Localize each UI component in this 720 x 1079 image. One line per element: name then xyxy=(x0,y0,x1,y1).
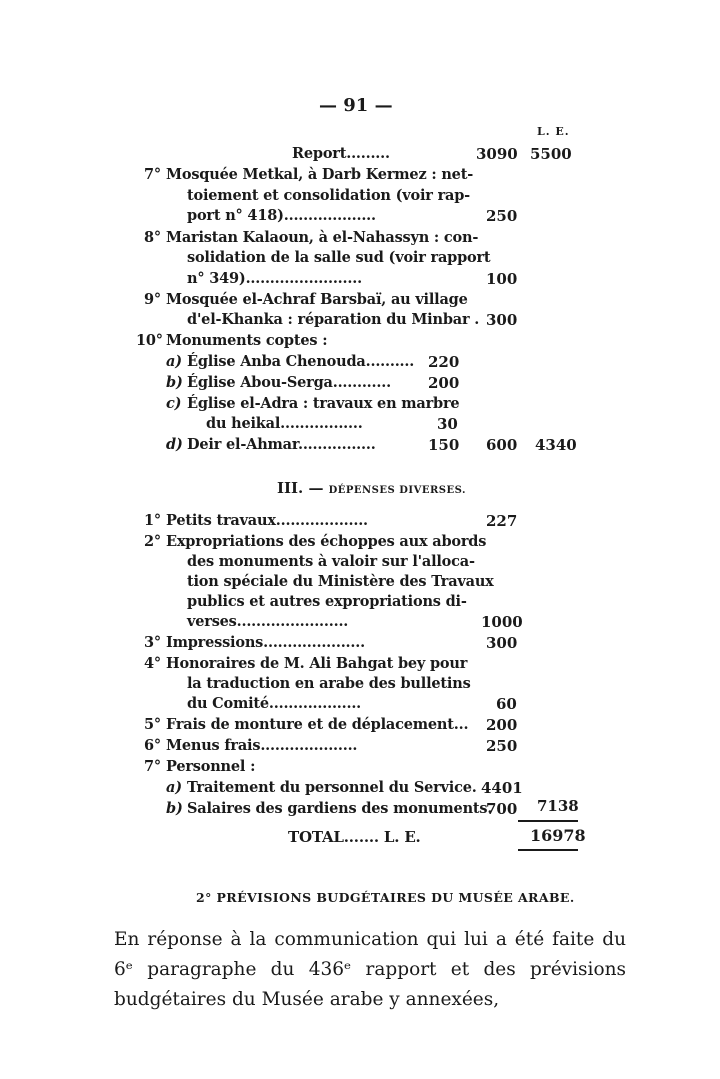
total-rule-bottom xyxy=(518,849,578,851)
total-value: 7138 xyxy=(537,797,579,815)
item-marker: 10° xyxy=(136,332,163,349)
total-rule-top xyxy=(518,820,578,822)
sub-line: Salaires des gardiens des monuments. xyxy=(187,800,493,817)
item-marker: 6° xyxy=(144,737,161,754)
item-value: 227 xyxy=(486,512,518,530)
item-marker: 2° xyxy=(144,533,161,550)
item-line: Honoraires de M. Ali Bahgat bey pour xyxy=(166,655,468,672)
section-heading xyxy=(277,478,466,497)
item-marker: 5° xyxy=(144,716,161,733)
report-label: Report......... xyxy=(292,145,390,162)
report-value-2: 5500 xyxy=(530,145,572,163)
item-marker: 3° xyxy=(144,634,161,651)
report-value-1: 3090 xyxy=(476,145,518,163)
item-line: port n° 418)................... xyxy=(187,207,376,224)
sub-line: Église Abou-Serga............ xyxy=(187,374,391,391)
item-line: la traduction en arabe des bulletins xyxy=(187,675,471,692)
section-title: DÉPENSES DIVERSES. xyxy=(328,485,466,496)
item-value: 1000 xyxy=(481,613,523,631)
sub-value: 200 xyxy=(428,374,460,392)
item-value: 250 xyxy=(486,207,518,225)
sub-marker: d) xyxy=(166,436,183,453)
subtotal-value: 600 xyxy=(486,436,518,454)
item-line: Monuments coptes : xyxy=(166,332,328,349)
sub-marker: a) xyxy=(166,779,182,796)
item-line: des monuments à valoir sur l'alloca- xyxy=(187,553,475,570)
grand-total-value: 16978 xyxy=(530,826,586,845)
sub-line: Église el-Adra : travaux en marbre xyxy=(187,395,460,412)
sub-line: Église Anba Chenouda.......... xyxy=(187,353,415,370)
item-line: verses....................... xyxy=(187,613,349,630)
sub-marker: a) xyxy=(166,353,182,370)
sub-value: 150 xyxy=(428,436,460,454)
item-value: 300 xyxy=(486,634,518,652)
sub-value: 220 xyxy=(428,353,460,371)
page-number: — 91 — xyxy=(319,95,393,116)
item-line: Frais de monture et de déplacement... xyxy=(166,716,469,733)
item-marker: 7° xyxy=(144,758,161,775)
item-line: solidation de la salle sud (voir rapport xyxy=(187,249,491,266)
sub-line: Deir el-Ahmar................ xyxy=(187,436,376,453)
item-line: toiement et consolidation (voir rap- xyxy=(187,187,470,204)
sub-line: du heikal................. xyxy=(206,415,363,432)
item-line: Maristan Kalaoun, à el-Nahassyn : con- xyxy=(166,229,479,246)
item-line: Mosquée el-Achraf Barsbaï, au village xyxy=(166,291,468,308)
item-line: publics et autres expropriations di- xyxy=(187,593,467,610)
item-marker: 7° xyxy=(144,166,161,183)
currency-header: L. E. xyxy=(537,125,570,138)
sub-value: 30 xyxy=(437,415,458,433)
item-line: Personnel : xyxy=(166,758,256,775)
item-value: 250 xyxy=(486,737,518,755)
item-marker: 9° xyxy=(144,291,161,308)
sub-marker: b) xyxy=(166,800,183,817)
sub-value: 4401 xyxy=(481,779,523,797)
item-line: d'el-Khanka : réparation du Minbar . xyxy=(187,311,480,328)
sub-value: 700 xyxy=(486,800,518,818)
item-line: Expropriations des échoppes aux abords xyxy=(166,533,487,550)
section-numeral: III. — xyxy=(277,479,324,497)
item-value: 60 xyxy=(496,695,517,713)
item-marker: 4° xyxy=(144,655,161,672)
sub-marker: c) xyxy=(166,395,182,412)
item-line: n° 349)........................ xyxy=(187,270,362,287)
closing-paragraph: En réponse à la communication qui lui a été faite du 6ᵉ paragraphe du 436ᵉ rapport et des prévisions budgétaires du Musée arabe y annexées, xyxy=(114,929,626,1010)
item-value: 100 xyxy=(486,270,518,288)
item-line: Impressions..................... xyxy=(166,634,365,651)
item-marker: 1° xyxy=(144,512,161,529)
item-line: du Comité................... xyxy=(187,695,362,712)
sub-line: Traitement du personnel du Service. xyxy=(187,779,477,796)
sub-marker: b) xyxy=(166,374,183,391)
item-value: 200 xyxy=(486,716,518,734)
section-2-heading: 2° PRÉVISIONS BUDGÉTAIRES DU MUSÉE ARABE. xyxy=(196,890,575,905)
item-line: Mosquée Metkal, à Darb Kermez : net- xyxy=(166,166,474,183)
item-value: 300 xyxy=(486,311,518,329)
item-line: Menus frais.................... xyxy=(166,737,358,754)
grand-total-label: TOTAL....... L. E. xyxy=(288,828,421,846)
item-line: Petits travaux................... xyxy=(166,512,368,529)
item-marker: 8° xyxy=(144,229,161,246)
item-line: tion spéciale du Ministère des Travaux xyxy=(187,573,494,590)
total-value: 4340 xyxy=(535,436,577,454)
